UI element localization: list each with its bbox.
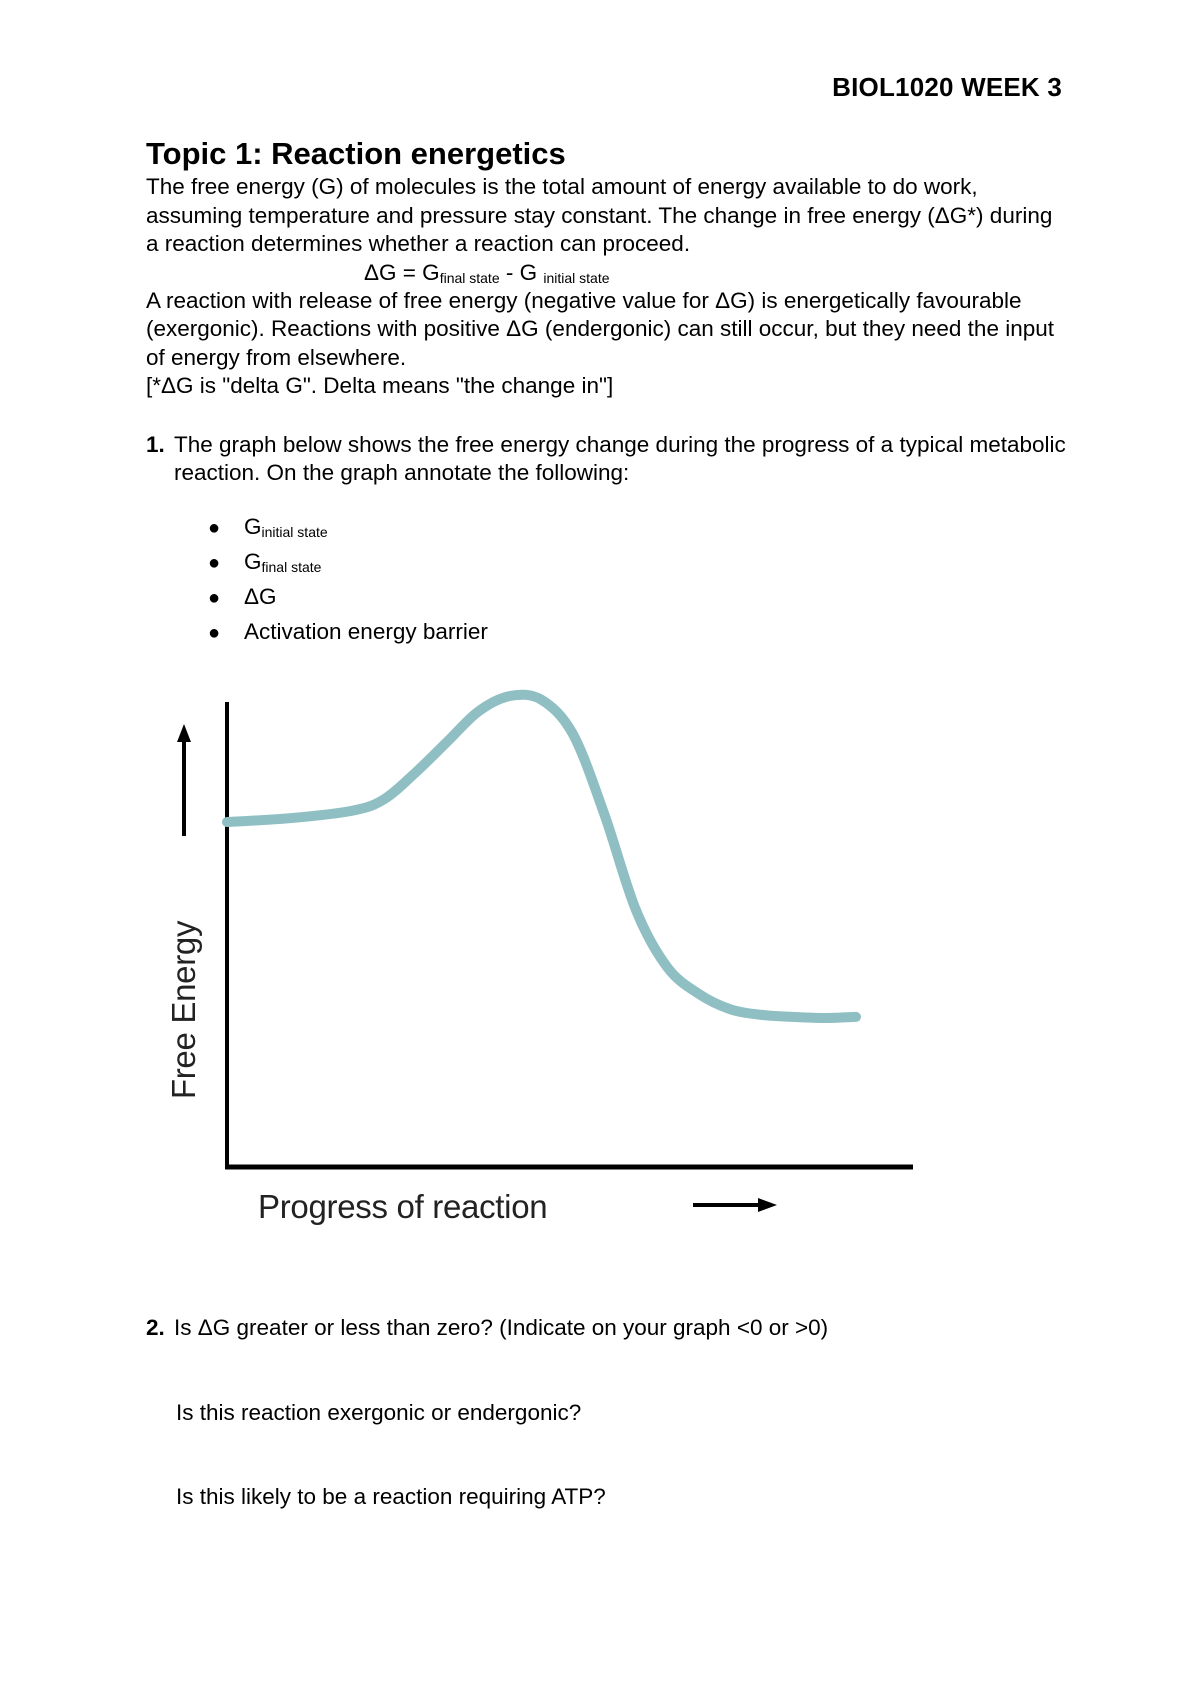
bullet-icon: ● [208, 621, 221, 644]
y-axis-label: Free Energy [165, 920, 202, 1100]
question-2a-text: Is ΔG greater or less than zero? (Indicate on your graph <0 or >0) [174, 1315, 829, 1340]
y-arrow-icon [177, 724, 191, 836]
topic-title: Topic 1: Reaction energetics [146, 136, 566, 171]
bullet-sub: initial state [261, 523, 328, 540]
question-1-number: 1. [146, 431, 165, 457]
equation-sub-initial: initial state [543, 269, 610, 286]
energy-curve [227, 695, 856, 1018]
equation-lhs: ΔG = G [364, 259, 440, 285]
bullet-main: ΔG [244, 583, 277, 609]
question-2-number: 2. [146, 1315, 165, 1340]
equation-sub-final: final state [439, 269, 500, 286]
question-2-section [146, 1314, 1066, 1512]
bullet-icon: ● [208, 551, 221, 574]
annotation-list [146, 510, 1066, 650]
question-2b-text: Is this reaction exergonic or endergonic? [176, 1399, 582, 1425]
bullet-icon: ● [208, 516, 221, 539]
delta-note: [*ΔG is "delta G". Delta means "the change in"] [146, 373, 614, 398]
bullet-icon: ● [208, 586, 221, 609]
question-2c-text: Is this likely to be a reaction requiring ATP? [176, 1484, 606, 1509]
question-1 [146, 431, 1066, 488]
chart-svg [160, 680, 940, 1240]
bullet-main: G [244, 548, 262, 574]
x-arrow-icon [693, 1198, 777, 1212]
exergonic-paragraph: A reaction with release of free energy (negative value for ΔG) is energetically favourable (exergonic). Reactions with positive ΔG (endergonic) can still occur, but they need the input of energy from elsewhere. [146, 287, 1054, 370]
equation-minus: - G [499, 259, 544, 285]
free-energy-graph [160, 680, 940, 1240]
question-1-text: The graph below shows the free energy change during the progress of a typical metabolic reaction. On the graph annotate the following: [174, 431, 1066, 485]
question-2 [146, 1314, 1066, 1343]
delta-g-equation [364, 259, 1066, 287]
bullet-main: G [244, 513, 262, 539]
bullet-sub: final state [261, 558, 322, 575]
document-header: BIOL1020 WEEK 3 [832, 72, 1062, 102]
list-item [208, 545, 1066, 580]
list-item [208, 510, 1066, 545]
bullet-main: Activation energy barrier [244, 618, 488, 644]
list-item [208, 615, 1066, 650]
list-item [208, 580, 1066, 615]
x-axis-label: Progress of reaction [258, 1188, 548, 1225]
topic-section [146, 136, 1066, 650]
intro-paragraph: The free energy (G) of molecules is the total amount of energy available to do work, assuming temperature and pressure stay constant. The change in free energy (ΔG*) during a reaction determines whether a reaction can proceed. [146, 174, 1053, 256]
